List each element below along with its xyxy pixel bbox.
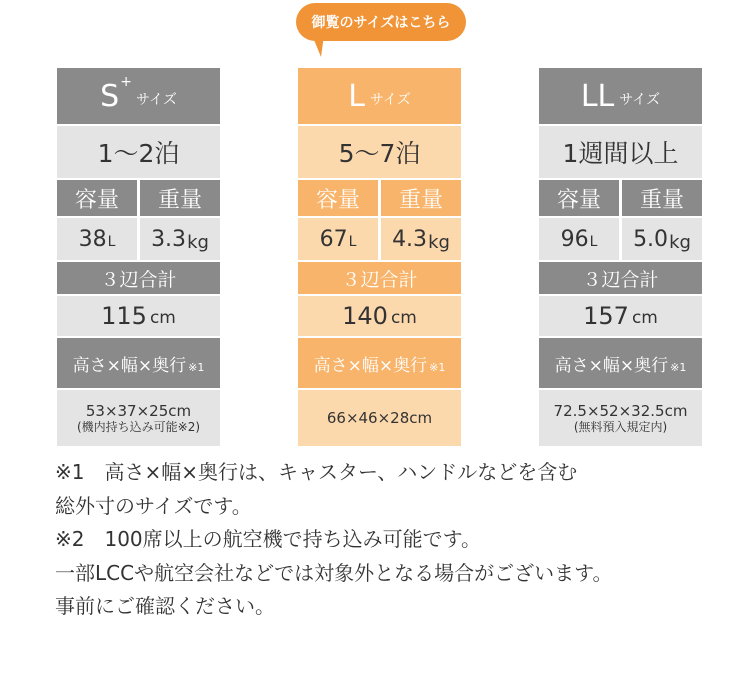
dimensions-note: ※1	[429, 360, 446, 374]
dimensions-note: ※1	[670, 360, 687, 374]
footnote-line: 事前にご確認ください。	[55, 594, 275, 618]
spec-labels	[539, 180, 702, 216]
capacity-label: 容量	[315, 187, 360, 213]
capacity-number: 96	[560, 226, 589, 252]
size-letter: LL	[580, 78, 615, 114]
capacity-label: 容量	[556, 187, 601, 213]
size-column-l	[298, 68, 461, 446]
capacity-number: 38	[78, 226, 107, 252]
trip-length: 1週間以上	[539, 126, 702, 178]
size-header	[539, 68, 702, 124]
size-column-s-plus	[57, 68, 220, 446]
sum-value	[298, 296, 461, 336]
size-suffix: サイズ	[369, 92, 411, 108]
weight-number: 3.3	[151, 226, 187, 252]
size-suffix: サイズ	[619, 92, 661, 108]
sum-value	[57, 296, 220, 336]
dimensions-value-text: 72.5×52×32.5cm	[553, 401, 688, 420]
dimensions-value	[539, 390, 702, 446]
size-letter: L	[348, 78, 365, 114]
weight-unit: kg	[187, 231, 209, 253]
sum-unit: cm	[149, 307, 176, 328]
spec-values	[298, 218, 461, 260]
capacity-unit: L	[348, 234, 357, 250]
sum-label: ３辺合計	[298, 262, 461, 294]
weight-unit: kg	[669, 231, 691, 253]
sum-unit: cm	[390, 307, 417, 328]
dimensions-value	[298, 390, 461, 446]
sum-number: 115	[101, 302, 147, 330]
footnote-line: 総外寸のサイズです。	[55, 493, 252, 518]
capacity-value	[57, 218, 137, 260]
capacity-value	[539, 218, 619, 260]
dimensions-label	[57, 338, 220, 388]
weight-label: 重量	[157, 187, 202, 213]
trip-length: 5〜7泊	[298, 126, 461, 178]
weight-label: 重量	[639, 187, 684, 213]
weight-unit: kg	[428, 231, 450, 253]
capacity-unit: L	[107, 234, 116, 250]
footnote-line: ※1 高さ×幅×奥行は、キャスター、ハンドルなどを含む	[55, 460, 578, 484]
dimensions-label	[539, 338, 702, 388]
dimensions-label-text: 高さ×幅×奥行	[313, 355, 428, 376]
size-suffix: サイズ	[135, 92, 177, 108]
dimensions-note: ※1	[188, 360, 205, 374]
badge-pointer	[312, 35, 324, 57]
footnote-line: ※2 100席以上の航空機で持ち込み可能です。	[55, 527, 482, 551]
footnotes	[55, 456, 745, 624]
current-size-badge: 御覧のサイズはこちら	[296, 3, 466, 41]
dimensions-value-text: 53×37×25cm	[85, 401, 192, 420]
spec-values	[57, 218, 220, 260]
dimensions-label-text: 高さ×幅×奥行	[72, 355, 187, 376]
dimensions-subnote: (機内持ち込み可能※2)	[76, 419, 201, 434]
weight-label: 重量	[398, 187, 443, 213]
sum-number: 140	[342, 302, 388, 330]
weight-value	[622, 218, 702, 260]
capacity-label: 容量	[74, 187, 119, 213]
sum-unit: cm	[631, 307, 658, 328]
weight-value	[381, 218, 461, 260]
sum-label: ３辺合計	[57, 262, 220, 294]
size-header	[298, 68, 461, 124]
spec-labels	[298, 180, 461, 216]
dimensions-value-text: 66×46×28cm	[326, 409, 433, 427]
dimensions-label	[298, 338, 461, 388]
sum-label: ３辺合計	[539, 262, 702, 294]
dimensions-value	[57, 390, 220, 446]
size-letter: S	[100, 78, 120, 114]
size-superscript: +	[120, 74, 132, 90]
dimensions-label-text: 高さ×幅×奥行	[554, 355, 669, 376]
footnote-line: 一部LCCや航空会社などでは対象外となる場合がございます。	[55, 560, 613, 585]
weight-number: 5.0	[633, 226, 669, 252]
spec-labels	[57, 180, 220, 216]
capacity-value	[298, 218, 378, 260]
weight-number: 4.3	[392, 226, 428, 252]
sum-value	[539, 296, 702, 336]
size-header	[57, 68, 220, 124]
dimensions-subnote: (無料預入規定内)	[573, 419, 668, 434]
capacity-unit: L	[589, 234, 598, 250]
sum-number: 157	[583, 302, 629, 330]
size-column-ll	[539, 68, 702, 446]
capacity-number: 67	[319, 226, 348, 252]
trip-length: 1〜2泊	[57, 126, 220, 178]
spec-values	[539, 218, 702, 260]
weight-value	[140, 218, 220, 260]
